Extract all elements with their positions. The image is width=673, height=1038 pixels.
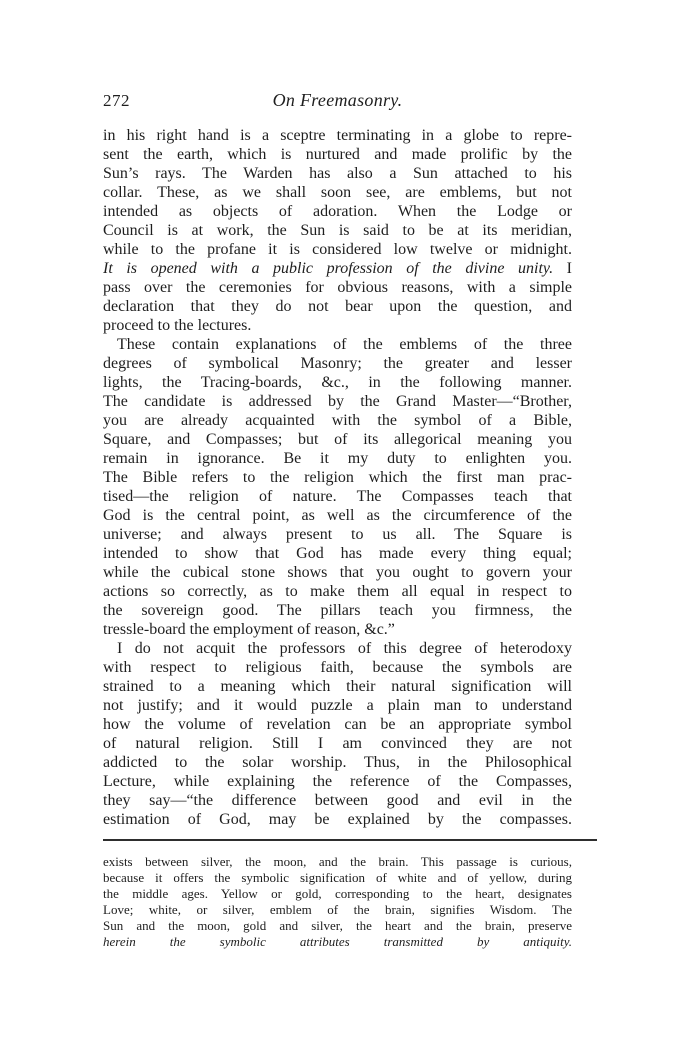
text-segment: because it offers the symbolic signification of white and of yellow, during	[103, 870, 572, 885]
text-segment: pass over the ceremonies for obvious reasons, with a simple	[103, 279, 572, 296]
body-line	[103, 430, 572, 449]
running-title: On Freemasonry.	[272, 90, 403, 110]
body-line	[103, 335, 572, 354]
footnote-line	[103, 918, 572, 934]
body-line	[103, 449, 572, 468]
body-line	[103, 810, 572, 829]
text-segment: collar. These, as we shall soon see, are emblems, but not	[103, 184, 572, 201]
footnote-line	[103, 902, 572, 918]
body-line	[103, 696, 572, 715]
body-line	[103, 202, 572, 221]
text-segment: the middle ages. Yellow or gold, corresponding to the heart, designates	[103, 886, 572, 901]
footnote-line	[103, 870, 572, 886]
text-segment: Lecture, while explaining the reference of the Compasses,	[103, 773, 572, 790]
footnote-text	[103, 854, 572, 950]
body-line	[103, 468, 572, 487]
body-line	[103, 620, 572, 639]
text-segment: These contain explanations of the emblems of the three	[117, 336, 572, 353]
body-line	[103, 506, 572, 525]
text-segment: intended as objects of adoration. When the Lodge or	[103, 203, 572, 220]
text-segment: how the volume of revelation can be an appropriate symbol	[103, 716, 572, 733]
text-segment: Council is at work, the Sun is said to be at its meridian,	[103, 222, 572, 239]
text-segment: The candidate is addressed by the Grand Master—“Brother,	[103, 393, 572, 410]
footnote-line	[103, 854, 572, 870]
text-segment: I do not acquit the professors of this degree of heterodoxy	[117, 640, 572, 657]
body-line	[103, 221, 572, 240]
footnote-rule	[103, 839, 597, 841]
text-segment: I	[553, 260, 572, 277]
body-line	[103, 145, 572, 164]
text-segment: God is the central point, as well as the circumference of the	[103, 507, 572, 524]
text-segment: in his right hand is a sceptre terminating in a globe to repre-	[103, 127, 572, 144]
text-segment: strained to a meaning which their natural signification will	[103, 678, 572, 695]
body-line	[103, 259, 572, 278]
body-line	[103, 354, 572, 373]
body-line	[103, 677, 572, 696]
text-segment: the sovereign good. The pillars teach you firmness, the	[103, 602, 572, 619]
text-segment: tressle-board the employment of reason, &c.”	[103, 621, 395, 638]
body-line	[103, 791, 572, 810]
body-line	[103, 772, 572, 791]
text-segment: sent the earth, which is nurtured and made prolific by the	[103, 146, 572, 163]
text-segment: herein the symbolic attributes transmitted by antiquity.	[103, 934, 572, 949]
body-line	[103, 164, 572, 183]
body-line	[103, 126, 572, 145]
text-segment: lights, the Tracing-boards, &c., in the following manner.	[103, 374, 572, 391]
text-segment: actions so correctly, as to make them all equal in respect to	[103, 583, 572, 600]
body-line	[103, 601, 572, 620]
text-segment: declaration that they do not bear upon the question, and	[103, 298, 572, 315]
body-line	[103, 715, 572, 734]
text-segment: while to the profane it is considered low twelve or midnight.	[103, 241, 572, 258]
text-segment: you are already acquainted with the symbol of a Bible,	[103, 412, 572, 429]
body-line	[103, 183, 572, 202]
body-line	[103, 392, 572, 411]
text-segment: intended to show that God has made every thing equal;	[103, 545, 572, 562]
body-line	[103, 411, 572, 430]
text-segment: Square, and Compasses; but of its allegorical meaning you	[103, 431, 572, 448]
body-line	[103, 753, 572, 772]
text-segment: proceed to the lectures.	[103, 317, 252, 334]
text-segment: It is opened with a public profession of the divine unity.	[103, 260, 554, 277]
text-segment: The Bible refers to the religion which the first man prac-	[103, 469, 572, 486]
text-segment: with respect to religious faith, because the symbols are	[103, 659, 572, 676]
text-segment: estimation of God, may be explained by the compasses.	[103, 811, 572, 828]
text-segment: universe; and always present to us all. The Square is	[103, 526, 572, 543]
text-segment: tised—the religion of nature. The Compasses teach that	[103, 488, 572, 505]
body-line	[103, 734, 572, 753]
body-line	[103, 544, 572, 563]
page-header	[103, 90, 572, 114]
text-segment: remain in ignorance. Be it my duty to enlighten you.	[103, 450, 572, 467]
body-line	[103, 297, 572, 316]
footnote-line	[103, 886, 572, 902]
text-segment: Sun and the moon, gold and silver, the heart and the brain, preserve	[103, 918, 572, 933]
body-line	[103, 639, 572, 658]
footnote-line	[103, 934, 572, 950]
body-line	[103, 658, 572, 677]
body-text	[103, 126, 572, 829]
text-segment: addicted to the solar worship. Thus, in the Philosophical	[103, 754, 572, 771]
body-line	[103, 278, 572, 297]
body-line	[103, 525, 572, 544]
body-line	[103, 582, 572, 601]
text-segment: Sun’s rays. The Warden has also a Sun attached to his	[103, 165, 572, 182]
body-line	[103, 373, 572, 392]
body-line	[103, 487, 572, 506]
text-segment: while the cubical stone shows that you ought to govern your	[103, 564, 572, 581]
text-segment: Love; white, or silver, emblem of the brain, signifies Wisdom. The	[103, 902, 572, 917]
body-line	[103, 240, 572, 259]
body-line	[103, 316, 572, 335]
text-segment: exists between silver, the moon, and the brain. This passage is curious,	[103, 854, 572, 869]
text-segment: of natural religion. Still I am convinced they are not	[103, 735, 572, 752]
text-segment: not justify; and it would puzzle a plain man to understand	[103, 697, 572, 714]
text-segment: degrees of symbolical Masonry; the greater and lesser	[103, 355, 572, 372]
page-number: 272	[103, 91, 130, 110]
text-segment: they say—“the difference between good and evil in the	[103, 792, 572, 809]
body-line	[103, 563, 572, 582]
